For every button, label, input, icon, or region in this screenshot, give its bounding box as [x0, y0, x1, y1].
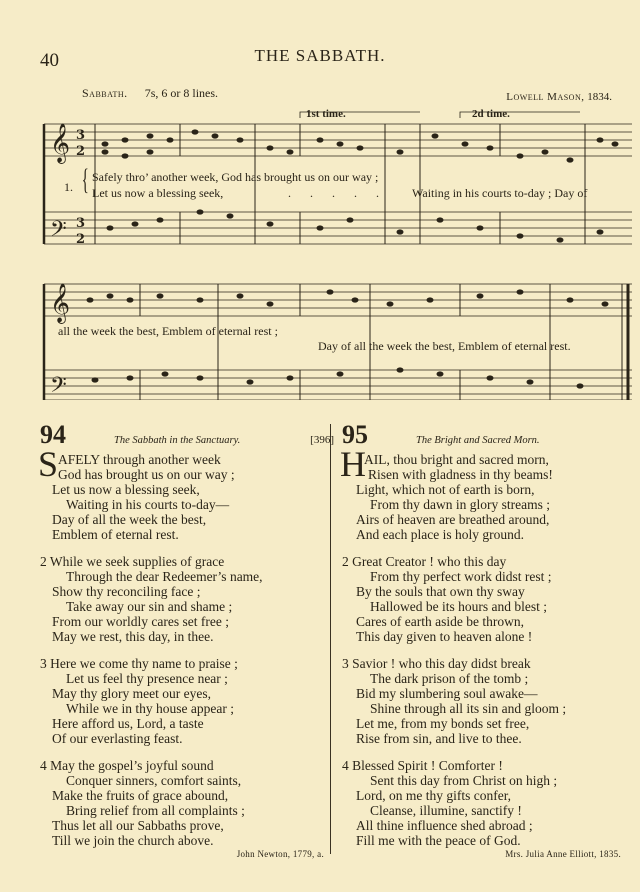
line: And each place is holy ground. [356, 527, 524, 542]
line: Emblem of eternal rest. [52, 527, 179, 542]
line: This day given to heaven alone ! [356, 629, 533, 644]
lyric-line-4: Day of all the week the best, Emblem of eternal rest. [318, 339, 571, 353]
line: From thy perfect work didst rest ; [370, 569, 552, 584]
svg-text:2: 2 [76, 144, 86, 159]
line: The dark prison of the tomb ; [370, 671, 529, 686]
svg-text:3: 3 [76, 216, 86, 231]
hymn-reference: [396] [310, 434, 334, 446]
line: Day of all the week the best, [52, 512, 207, 527]
hymn-number: 94 [40, 420, 66, 449]
composer-year: 1834. [587, 91, 612, 103]
line: Let us now a blessing seek, [52, 482, 200, 497]
line: 4 Blessed Spirit ! Comforter ! [342, 758, 503, 773]
hymn-author: Mrs. Julia Anne Elliott, 1835. [505, 849, 621, 859]
staff-bass-1 [44, 212, 632, 244]
line: God has brought us on our way ; [58, 467, 235, 482]
line: 2 Great Creator ! who this day [342, 554, 507, 569]
line: Sent this day from Christ on high ; [370, 773, 558, 788]
line: Thus let all our Sabbaths prove, [52, 818, 224, 833]
line: May we rest, this day, in thee. [52, 629, 214, 644]
line: Take away our sin and shame ; [66, 599, 233, 614]
lyric-line-1: Safely thro’ another week, God has brought us on our way ; [92, 170, 379, 184]
hymn-author: John Newton, 1779, a. [236, 849, 324, 859]
lyrics-brace: { [81, 163, 89, 196]
line: Till we join the church above. [52, 833, 214, 848]
lyric-line-3: all the week the best, Emblem of eternal rest ; [58, 324, 278, 338]
svg-text:𝄞: 𝄞 [50, 123, 71, 163]
line: Light, which not of earth is born, [356, 482, 535, 497]
line: Let us feel thy presence near ; [66, 671, 228, 686]
svg-text:𝄞: 𝄞 [50, 283, 71, 323]
hymn-subtitle: The Bright and Sacred Morn. [416, 435, 540, 446]
line: Bring relief from all complaints ; [66, 803, 245, 818]
lyric-dots: . . . . . [288, 186, 387, 200]
line: From our worldly cares set free ; [52, 614, 229, 629]
line: Rise from sin, and live to thee. [356, 731, 522, 746]
page-title: THE SABBATH. [254, 46, 386, 65]
tune-name: Sabbath. [82, 86, 128, 100]
second-time-label: 2d time. [472, 108, 510, 120]
line: By the souls that own thy sway [356, 584, 525, 599]
hymn-subtitle: The Sabbath in the Sanctuary. [114, 435, 241, 446]
line: 3 Savior ! who this day didst break [342, 656, 531, 671]
svg-text:𝄢: 𝄢 [50, 373, 67, 400]
line: Let me, from my bonds set free, [356, 716, 530, 731]
drop-cap: H [340, 444, 366, 484]
line: 4 May the gospel’s joyful sound [40, 758, 214, 773]
tune-meter: 7s, 6 or 8 lines. [144, 86, 219, 100]
line: While we in thy house appear ; [66, 701, 234, 716]
first-line: AIL, thou bright and sacred morn, [364, 452, 549, 467]
line: Shine through all its sin and gloom ; [370, 701, 567, 716]
line: Conquer sinners, comfort saints, [66, 773, 242, 788]
first-time-label: 1st time. [306, 108, 346, 120]
line: Risen with gladness in thy beams! [368, 467, 553, 482]
line: Through the dear Redeemer’s name, [66, 569, 263, 584]
drop-cap: S [38, 444, 59, 484]
line: Lord, on me thy gifts confer, [356, 788, 512, 803]
line: Cares of earth aside be thrown, [356, 614, 524, 629]
line: Here afford us, Lord, a taste [52, 716, 204, 731]
verse-number: 1. [64, 180, 73, 194]
line: May thy glory meet our eyes, [52, 686, 211, 701]
line: All thine influence shed abroad ; [356, 818, 533, 833]
line: Cleanse, illumine, sanctify ! [370, 803, 522, 818]
svg-text:3: 3 [76, 128, 86, 143]
line: Waiting in his courts to-day— [66, 497, 230, 512]
line: Airs of heaven are breathed around, [356, 512, 550, 527]
line: Of our everlasting feast. [52, 731, 183, 746]
lyric-line-2a: Let us now a blessing seek, [92, 186, 224, 200]
line: Bid my slumbering soul awake— [356, 686, 538, 701]
line: Make the fruits of grace abound, [52, 788, 229, 803]
line: 2 While we seek supplies of grace [40, 554, 225, 569]
first-line: AFELY through another week [58, 452, 221, 467]
hymn-number: 95 [342, 420, 368, 449]
line: Fill me with the peace of God. [356, 833, 521, 848]
hymn-94 [38, 420, 334, 859]
lyric-line-2b: Waiting in his courts to-day ; Day of [412, 186, 588, 200]
page-number: 40 [40, 50, 59, 71]
line: 3 Here we come thy name to praise ; [40, 656, 238, 671]
column-divider [330, 424, 331, 854]
composer-name: Lowell Mason, [506, 91, 585, 103]
line: Hallowed be its hours and blest ; [370, 599, 547, 614]
svg-text:2: 2 [76, 232, 86, 247]
line: From thy dawn in glory streams ; [370, 497, 550, 512]
svg-text:𝄢: 𝄢 [50, 217, 67, 247]
line: Show thy reconciling face ; [52, 584, 201, 599]
hymn-95 [342, 420, 627, 859]
